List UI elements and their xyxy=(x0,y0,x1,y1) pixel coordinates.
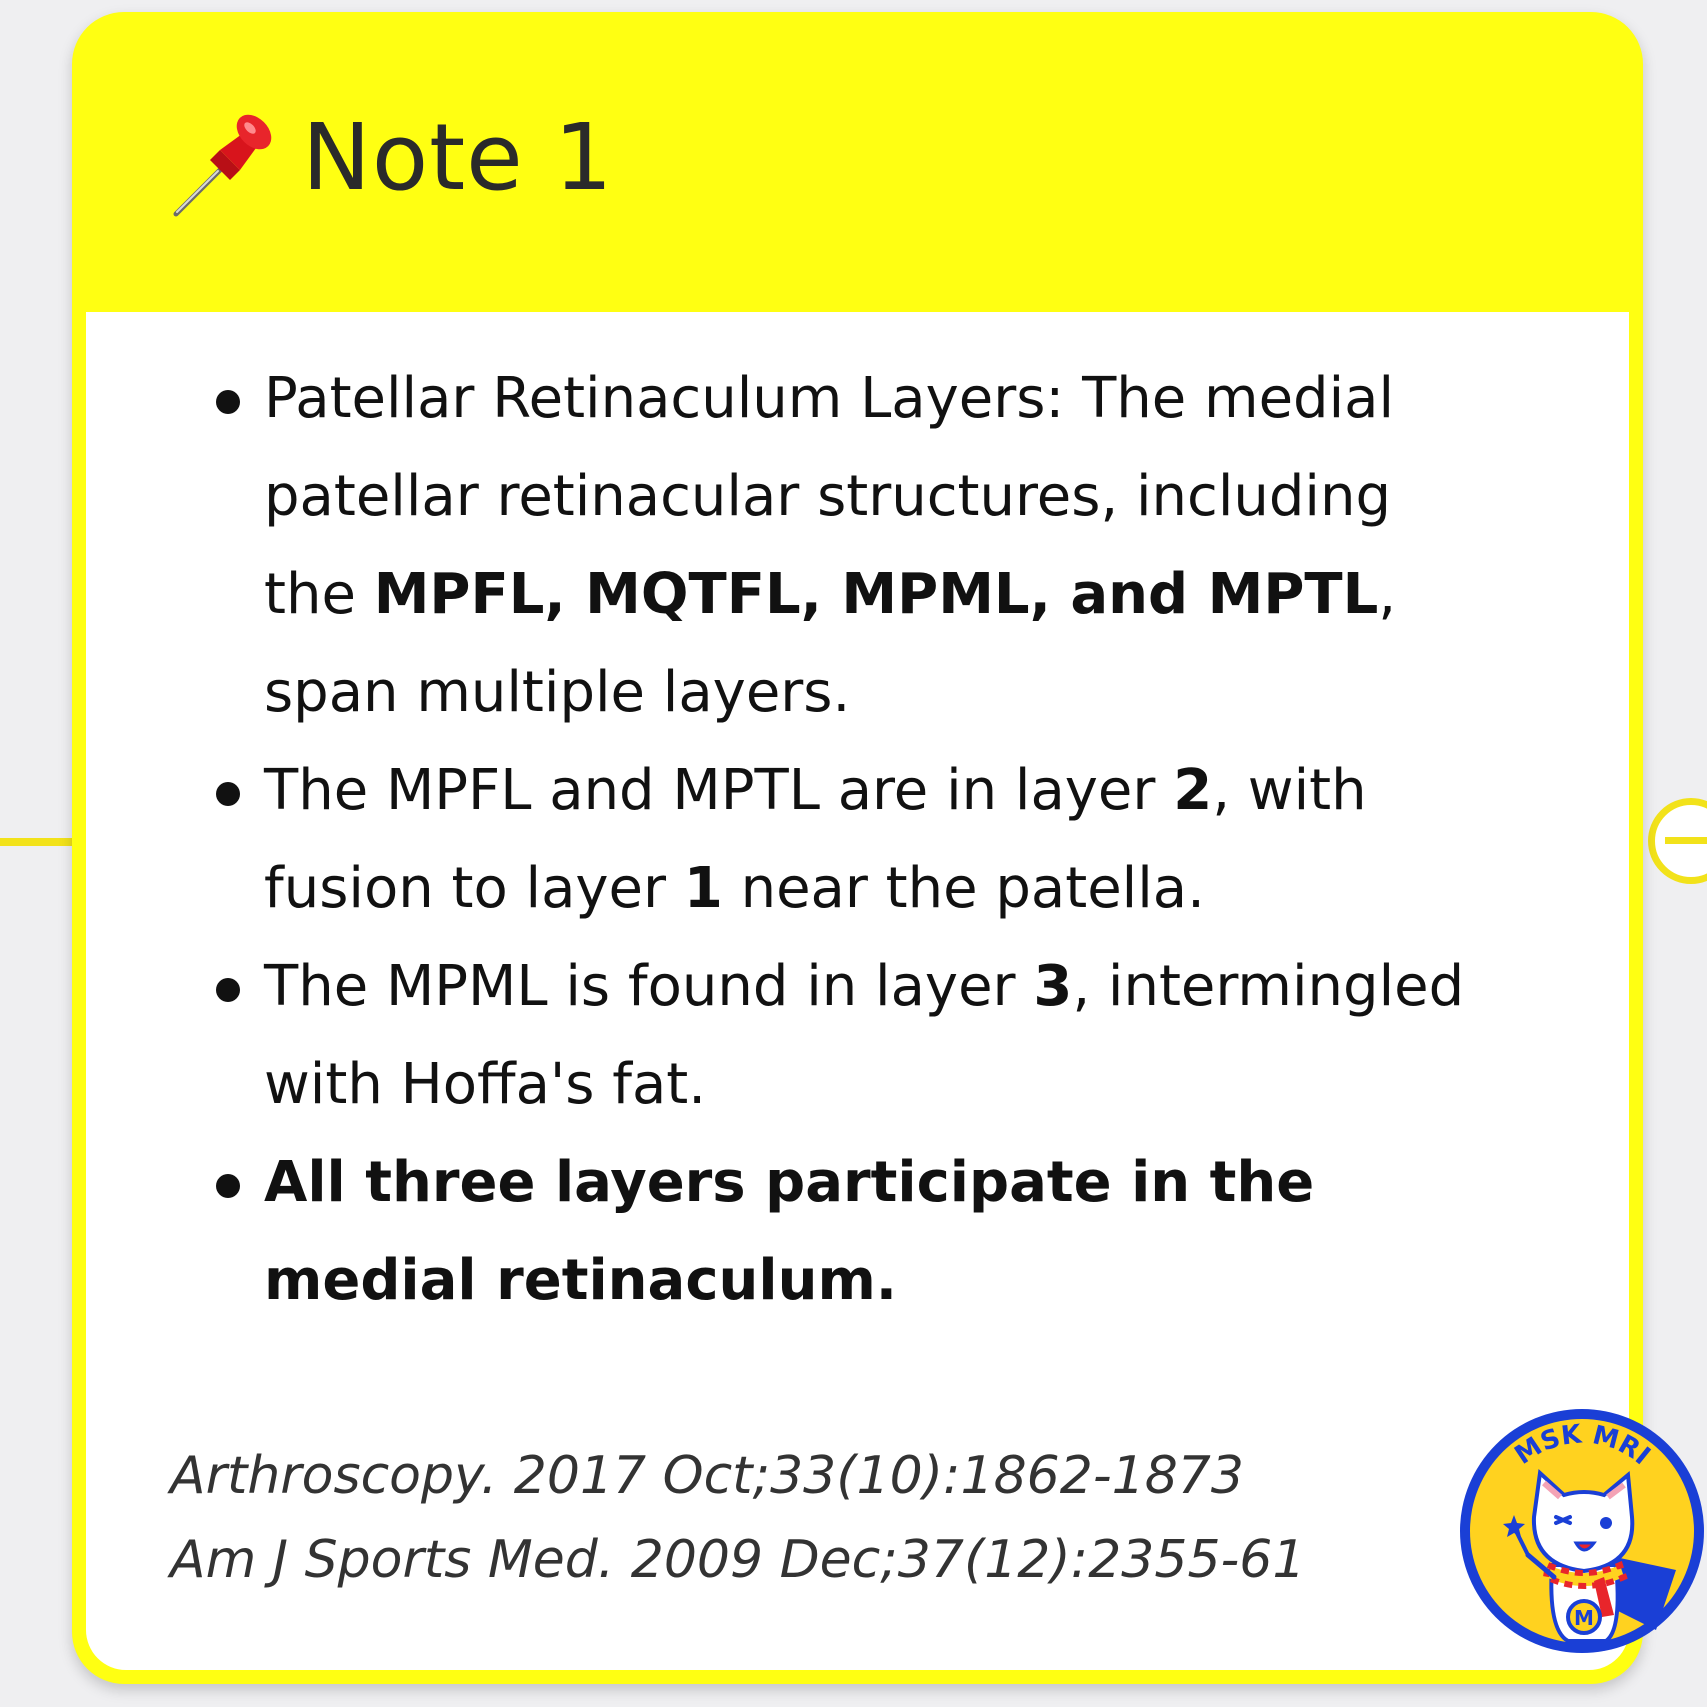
bullet-text: The MPFL and MPTL are in layer xyxy=(264,758,1174,823)
bullet-item xyxy=(216,350,1496,742)
bullet-list xyxy=(216,350,1496,1330)
note-header xyxy=(72,12,1643,312)
logo-letter: M xyxy=(1574,1606,1594,1630)
bullet-item xyxy=(216,742,1496,938)
connector-line-left xyxy=(0,838,76,846)
pushpin-icon xyxy=(170,108,282,220)
logo-label: MSK MRI xyxy=(1509,1419,1656,1472)
bullet-item xyxy=(216,1134,1496,1330)
bullet-text-bold: All three layers participate in the medial retinaculum. xyxy=(264,1150,1315,1313)
msk-mri-logo xyxy=(1456,1405,1707,1657)
bullet-text-bold: 3 xyxy=(1033,954,1073,1019)
bullet-text: , span multiple layers. xyxy=(264,562,1397,725)
note-card xyxy=(72,12,1656,1684)
bullet-text-bold: 2 xyxy=(1173,758,1213,823)
bullet-text-bold: MPFL, MQTFL, MPML, and MPTL xyxy=(373,562,1379,627)
bullet-text: , with fusion to layer xyxy=(264,758,1367,921)
collapse-toggle-icon[interactable] xyxy=(1648,798,1707,884)
note-body xyxy=(86,312,1656,1670)
bullet-text: Patellar Retinaculum Layers: The medial patellar retinacular structures, including the xyxy=(264,366,1395,627)
reference-line: Arthroscopy. 2017 Oct;33(10):1862-1873 xyxy=(170,1446,1244,1506)
note-title: Note 1 xyxy=(302,104,614,211)
bullet-text: near the patella. xyxy=(722,856,1205,921)
bullet-text-bold: 1 xyxy=(683,856,723,921)
bullet-text: , intermingled with Hoffa's fat. xyxy=(264,954,1465,1117)
bullet-item xyxy=(216,938,1496,1134)
references xyxy=(170,1434,1305,1602)
reference-line: Am J Sports Med. 2009 Dec;37(12):2355-61 xyxy=(170,1530,1306,1590)
bullet-text: The MPML is found in layer xyxy=(264,954,1034,1019)
